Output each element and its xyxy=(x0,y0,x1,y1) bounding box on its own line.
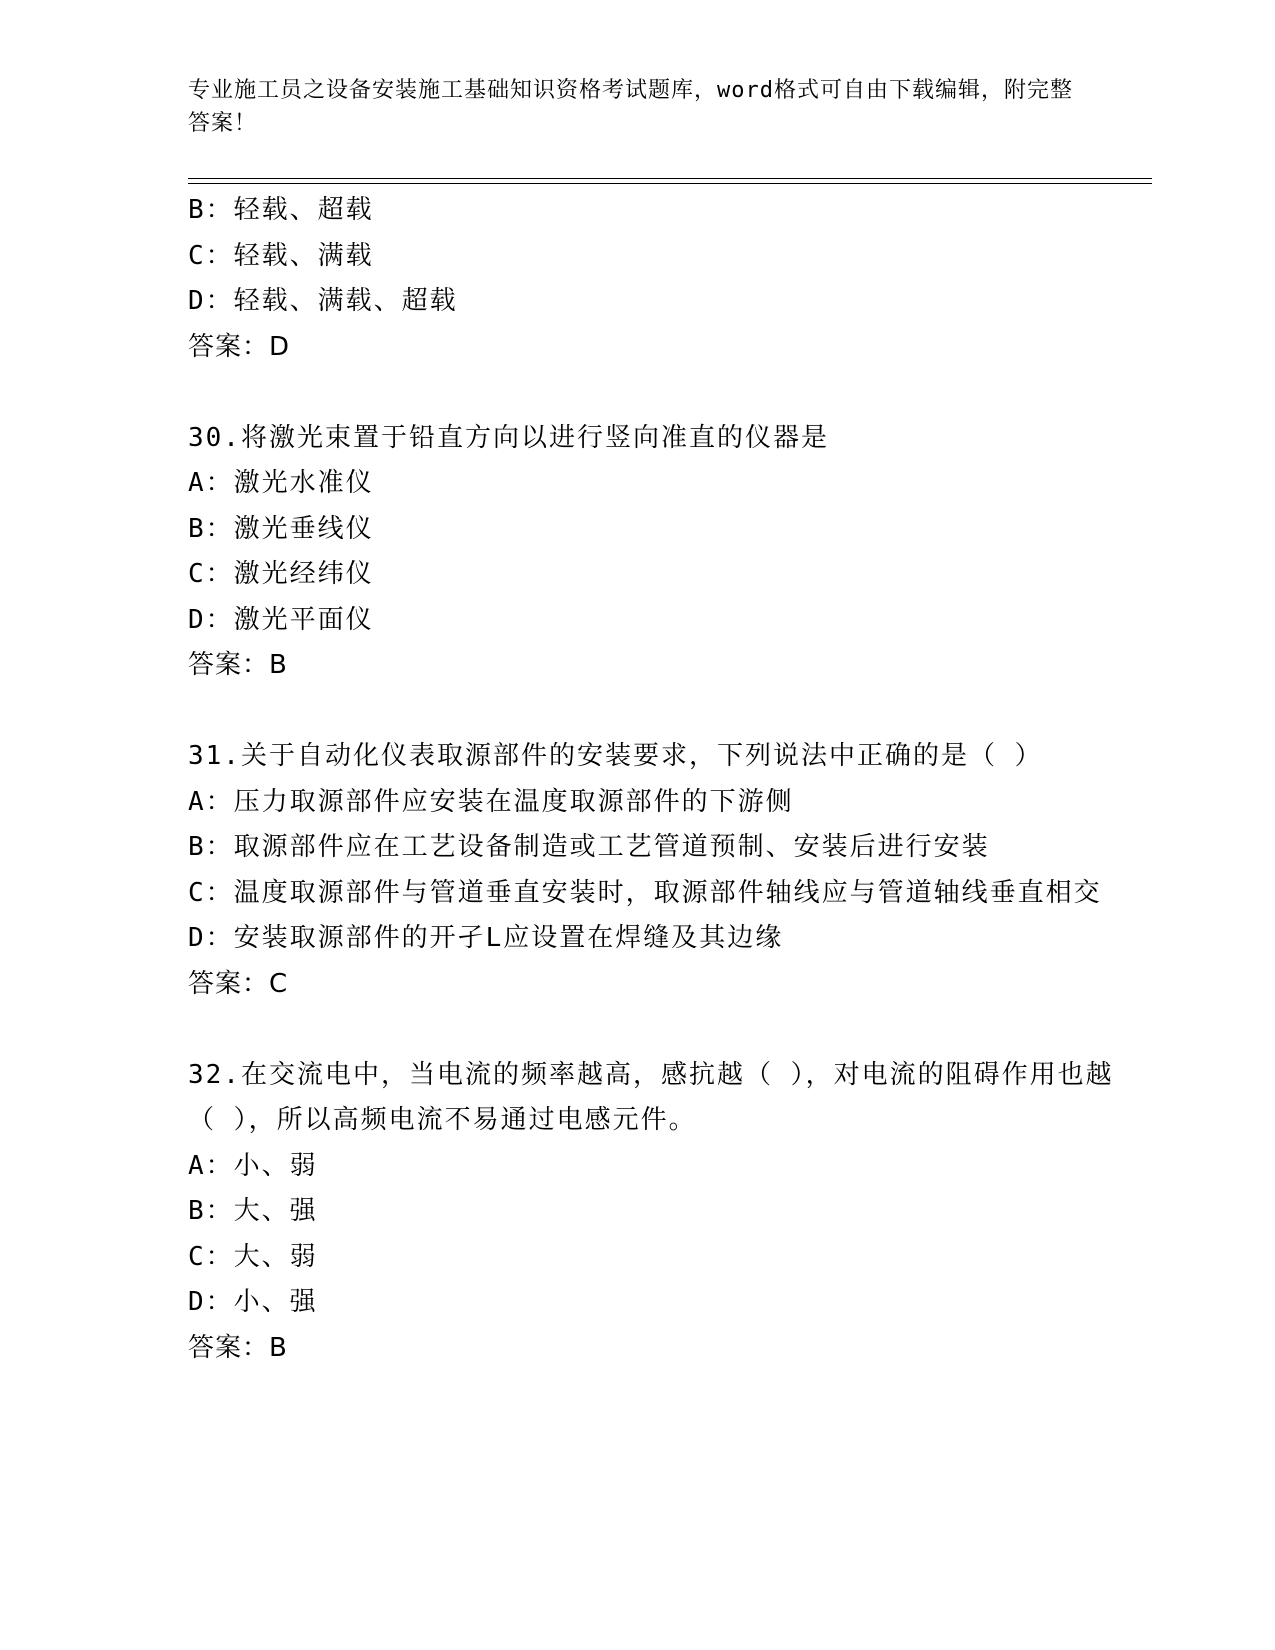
question-32 xyxy=(188,1053,1128,1372)
question-31 xyxy=(188,734,1128,1007)
option-c: C：激光经纬仪 xyxy=(188,559,374,589)
answer-line: 答案：D xyxy=(188,331,291,362)
option-a: A：激光水准仪 xyxy=(188,468,374,498)
option-d: D：安装取源部件的开孑L应设置在焊缝及其边缘 xyxy=(188,923,784,953)
question-list xyxy=(188,188,1128,1371)
answer-line: 答案：B xyxy=(188,1332,288,1363)
option-d: D：轻载、满载、超载 xyxy=(188,286,458,316)
option-b: B：激光垂线仪 xyxy=(188,513,374,544)
option-b: B：大、强 xyxy=(188,1196,318,1226)
option-a: A：小、弱 xyxy=(188,1150,318,1181)
header-divider-top xyxy=(188,178,1152,179)
question-continued xyxy=(188,188,1128,370)
question-stem: 30.将激光束置于铅直方向以进行竖向准直的仪器是 xyxy=(188,422,829,453)
answer-line: 答案：C xyxy=(188,968,289,999)
spacer xyxy=(188,370,1128,416)
question-30 xyxy=(188,416,1128,689)
header-divider-bottom xyxy=(188,183,1152,184)
option-c: C：温度取源部件与管道垂直安装时，取源部件轴线应与管道轴线垂直相交 xyxy=(188,877,1102,908)
spacer xyxy=(188,689,1128,735)
option-c: C：轻载、满载 xyxy=(188,240,374,271)
option-c: C：大、弱 xyxy=(188,1241,318,1272)
option-a: A：压力取源部件应安装在温度取源部件的下游侧 xyxy=(188,786,794,817)
question-stem: 32.在交流电中，当电流的频率越高，感抗越（ ），对电流的阻碍作用也越（ ），所以高频电流不易通过电感元件。 xyxy=(188,1059,1114,1135)
question-stem: 31.关于自动化仪表取源部件的安装要求，下列说法中正确的是（ ） xyxy=(188,741,1043,771)
answer-line: 答案：B xyxy=(188,650,288,680)
option-b: B：取源部件应在工艺设备制造或工艺管道预制、安装后进行安装 xyxy=(188,832,990,862)
option-d: D：激光平面仪 xyxy=(188,604,374,635)
document-header: 专业施工员之设备安装施工基础知识资格考试题库，word格式可自由下载编辑，附完整答案！ xyxy=(188,78,1073,136)
spacer xyxy=(188,1007,1128,1053)
option-b: B：轻载、超载 xyxy=(188,195,374,225)
option-d: D：小、强 xyxy=(188,1287,318,1317)
